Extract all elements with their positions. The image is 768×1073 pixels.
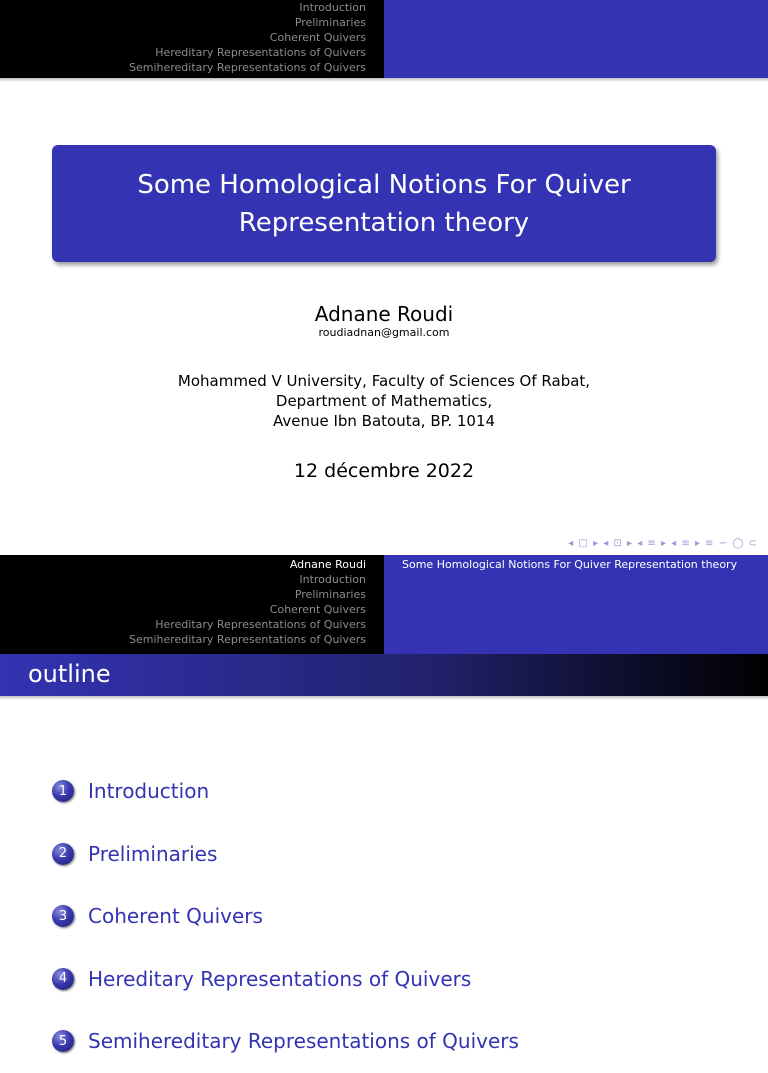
institute-line: Mohammed V University, Faculty of Sciences Of Rabat, [177, 372, 591, 390]
headline-section-coherent-quivers[interactable]: Coherent Quivers [269, 31, 366, 44]
headline-section-hereditary[interactable]: Hereditary Representations of Quivers [155, 618, 366, 631]
toc-item[interactable] [52, 885, 519, 948]
navigation-symbols[interactable]: ◂ □ ▸ ◂ ⊡ ▸ ◂ ≡ ▸ ◂ ≡ ▸ ≡ ∽ ◯ ⊂ [568, 538, 758, 549]
presentation-date: 12 décembre 2022 [293, 460, 475, 482]
toc-number-ball: 4 [52, 968, 74, 990]
toc-link-coherent-quivers[interactable]: Coherent Quivers [88, 904, 263, 929]
toc-item[interactable] [52, 1010, 519, 1073]
toc-link-introduction[interactable]: Introduction [88, 779, 210, 804]
title-box [52, 145, 716, 262]
toc-link-semihereditary[interactable]: Semihereditary Representations of Quivers [88, 1029, 519, 1054]
headline-right-panel [384, 0, 768, 78]
presentation-title: Some Homological Notions For Quiver Representation theory [137, 169, 631, 238]
toc-item[interactable] [52, 760, 519, 823]
headline-section-semihereditary[interactable]: Semihereditary Representations of Quivers [128, 61, 366, 74]
headline-section-coherent-quivers[interactable]: Coherent Quivers [269, 603, 366, 616]
date-block [0, 460, 768, 482]
headline-section-semihereditary[interactable]: Semihereditary Representations of Quivers [128, 633, 366, 646]
toc-link-preliminaries[interactable]: Preliminaries [88, 841, 218, 866]
author-name: Adnane Roudi [314, 302, 454, 326]
toc-number-ball: 3 [52, 905, 74, 927]
frame-title-bar [0, 654, 768, 696]
institute-line: Avenue Ibn Batouta, BP. 1014 [272, 412, 496, 430]
author-email: roudiadnan@gmail.com [318, 326, 450, 339]
toc-item[interactable] [52, 823, 519, 886]
table-of-contents [52, 760, 519, 1073]
toc-number-ball: 2 [52, 843, 74, 865]
headline-sections [0, 555, 384, 655]
headline-section-preliminaries[interactable]: Preliminaries [294, 16, 366, 29]
headline-section-introduction[interactable]: Introduction [299, 1, 366, 14]
toc-number-ball: 1 [52, 780, 74, 802]
headline-bar [0, 555, 768, 655]
outline-slide [0, 555, 768, 1054]
headline-sections [0, 0, 384, 78]
institute-line: Department of Mathematics, [275, 392, 493, 410]
headline-section-hereditary[interactable]: Hereditary Representations of Quivers [155, 46, 366, 59]
frame-title-shadow [0, 696, 768, 700]
headline-author: Adnane Roudi [289, 558, 366, 571]
author-block [0, 302, 768, 339]
frame-title: outline [28, 660, 111, 688]
toc-number-ball: 5 [52, 1030, 74, 1052]
toc-item[interactable] [52, 948, 519, 1011]
headline-shadow [0, 78, 768, 82]
toc-link-hereditary[interactable]: Hereditary Representations of Quivers [88, 966, 472, 991]
headline-bar [0, 0, 768, 78]
headline-section-preliminaries[interactable]: Preliminaries [294, 588, 366, 601]
institute-block [0, 371, 768, 431]
headline-section-introduction[interactable]: Introduction [299, 573, 366, 586]
headline-right-panel [384, 555, 768, 655]
headline-short-title: Some Homological Notions For Quiver Representation theory [402, 558, 738, 571]
